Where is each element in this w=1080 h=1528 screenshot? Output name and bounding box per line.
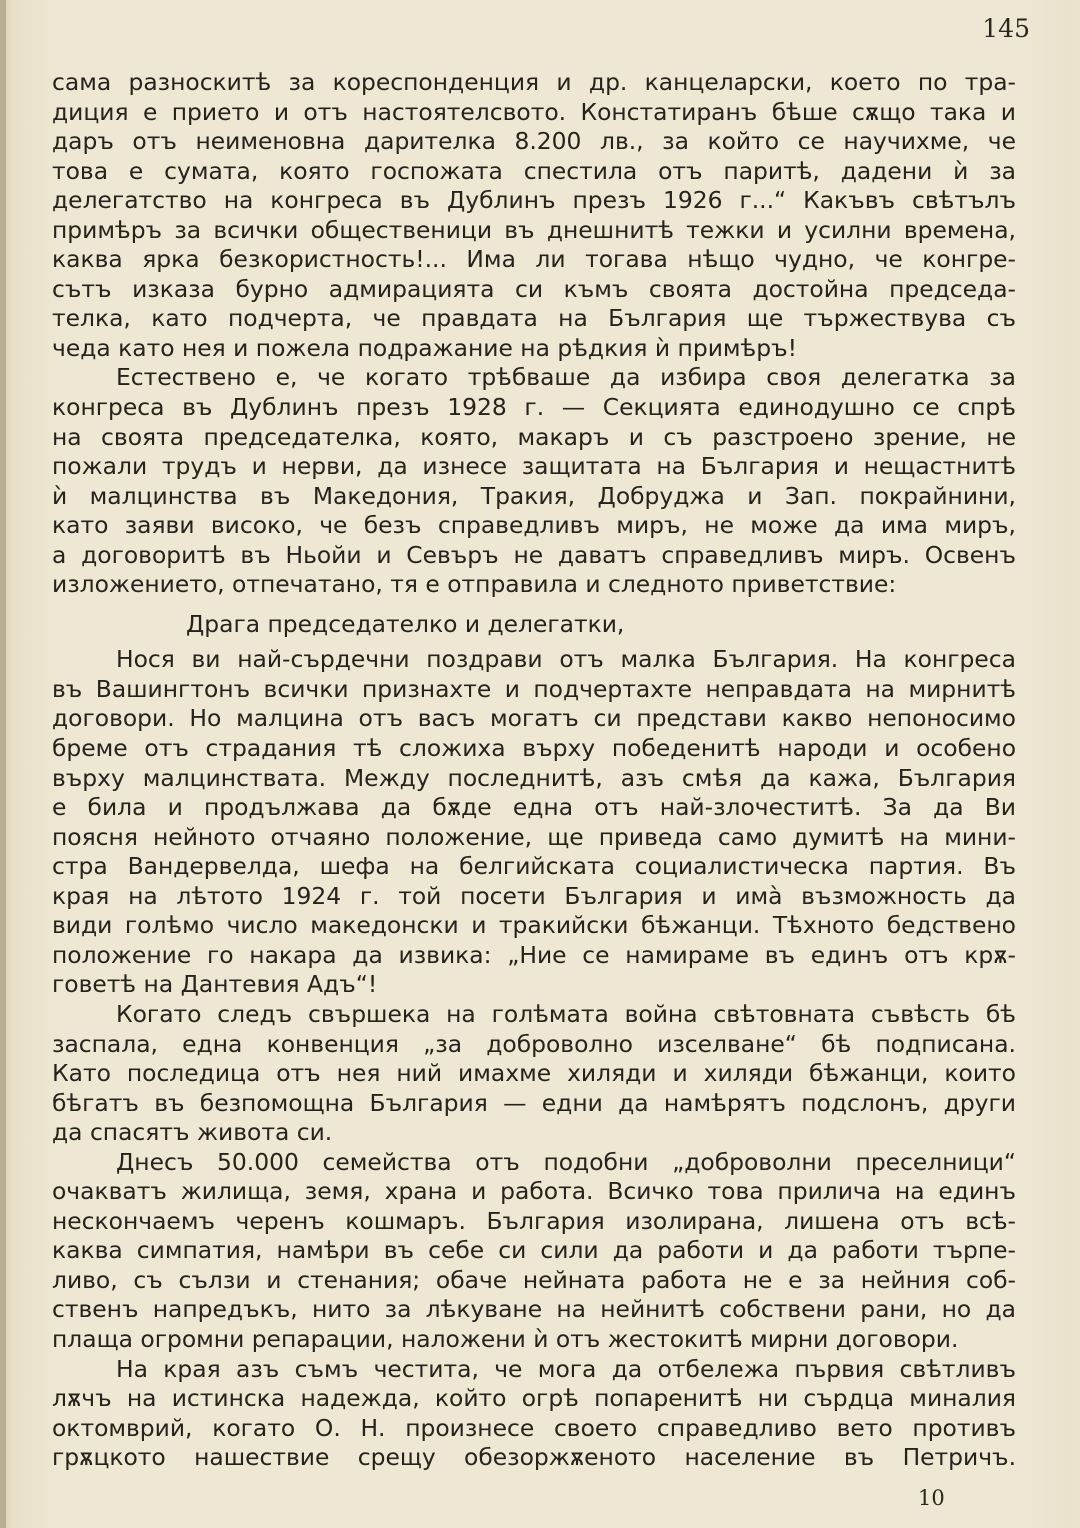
text-line: да спасятъ живота си.	[52, 1118, 333, 1147]
page-gutter	[0, 0, 6, 1528]
text-line: изложението, отпечатано, тя е отправила и следното приветствие:	[52, 570, 897, 599]
text-line: края на лѣтото 1924 г. той посети България и имà възможность да	[52, 881, 1016, 910]
text-line: пожали трудъ и нерви, да изнесе защитата на България и нещастнитѣ	[52, 452, 1016, 481]
text-line: Като последица отъ нея ний имахме хиляди и хиляди бѣжанци, които	[52, 1059, 1016, 1088]
text-line: бреме отъ страдания тѣ сложиха върху победенитѣ народи и особено	[52, 734, 1016, 763]
text-line: договори. Но малцина отъ васъ могатъ си представи какво непоносимо	[52, 704, 1016, 733]
body-text	[52, 68, 1016, 1473]
text-line: това е сумата, която госпожата спестила отъ паритѣ, дадени ѝ за	[52, 156, 1016, 185]
text-line: Днесъ 50.000 семейства отъ подобни „доброволни преселници“	[116, 1147, 1016, 1176]
text-line: поясня нейното отчаяно положение, ще приведа само думитѣ на мини-	[52, 822, 1016, 851]
text-line: положение го накара да извика: „Ние се намираме въ единъ отъ крѫ-	[52, 940, 1016, 969]
text-line: На края азъ съмъ честита, че мога да отбележа първия свѣтливъ	[116, 1354, 1016, 1383]
text-line: плаща огромни репарации, наложени ѝ отъ жестокитѣ мирни договори.	[52, 1324, 959, 1353]
text-line: каква симпатия, намѣри въ себе си сили да работи и да работи търпе-	[52, 1236, 1016, 1265]
text-line: нескончаемъ черенъ кошмаръ. България изолирана, лишена отъ всѣ-	[52, 1206, 1016, 1235]
text-line: стра Вандервелда, шефа на белгийската социалистическа партия. Въ	[52, 852, 1016, 881]
signature-mark: 10	[918, 1486, 945, 1510]
text-line: диция е прието и отъ настоятелсвото. Констатиранъ бѣше сѫщо така и	[52, 97, 1016, 126]
text-line: сътъ изказа бурно адмирацията си къмъ своята достойна председа-	[52, 274, 1016, 303]
text-line: Нося ви най-сърдечни поздрави отъ малка България. На конгреса	[116, 645, 1016, 674]
text-line: е била и продължава да бѫде една отъ най-злочеститѣ. За да Ви	[52, 793, 1016, 822]
text-line: грѫцкото нашествие срещу обезоржѫеното население въ Петричъ.	[52, 1443, 1016, 1472]
text-line: сама разноскитѣ за кореспонденция и др. канцеларски, което по тра-	[52, 68, 1016, 96]
text-line: делегатство на конгреса въ Дублинъ презъ 1926 г...“ Какъвъ свѣтълъ	[52, 186, 1016, 215]
text-line: види голѣмо число македонски и тракийски бѣжанци. Тѣхното бедствено	[52, 911, 1016, 940]
text-line: лѫчъ на истинска надежда, който огрѣ попаренитѣ ни сърдца миналия	[52, 1384, 1016, 1413]
text-line: като заяви високо, че безъ справедливъ миръ, не може да има миръ,	[52, 511, 1016, 540]
text-line: телка, като подчерта, че правдата на България ще тържествува съ	[52, 304, 1016, 333]
page-number: 145	[982, 14, 1030, 43]
text-line: говетѣ на Дантевия Адъ“!	[52, 970, 378, 999]
text-line: на своята председателка, която, макаръ и съ разстроено зрение, не	[52, 422, 1016, 451]
text-line: върху малцинствата. Между последнитѣ, азъ смѣя да кажа, България	[52, 763, 1016, 792]
text-line: ственъ напредъкъ, нито за лѣкуване на нейнитѣ собствени рани, но да	[52, 1295, 1016, 1324]
text-line: октомврий, когато О. Н. произнесе своето справедливо вето противъ	[52, 1413, 1016, 1442]
text-line: въ Вашингтонъ всички признахте и подчертахте неправдата на мирнитѣ	[52, 674, 1016, 703]
text-line: примѣръ за всички общественици въ днешнитѣ тежки и усилни времена,	[52, 215, 1016, 244]
text-line: ѝ малцинства въ Македония, Тракия, Добруджа и Зап. покрайнини,	[52, 481, 1016, 510]
text-line: ливо, съ сълзи и стенания; обаче нейната работа не е за нейния соб-	[52, 1265, 1016, 1294]
text-line: Когато следъ свършека на голѣмата война свѣтовната съвѣсть бѣ	[116, 999, 1016, 1028]
text-line: бѣгатъ въ безпомощна България — едни да намѣрятъ подслонъ, други	[52, 1088, 1016, 1117]
letter-salutation: Драга председателко и делегатки,	[186, 609, 625, 638]
text-line: а договоритѣ въ Ньойи и Севъръ не даватъ справедливъ миръ. Освенъ	[52, 540, 1016, 569]
text-line: конгреса въ Дублинъ презъ 1928 г. — Секцията единодушно се спрѣ	[52, 393, 1016, 422]
text-line: каква ярка безкористность!... Има ли тогава нѣщо чудно, че конгре-	[52, 245, 1016, 274]
text-line: чеда като нея и пожела подражание на рѣдкия ѝ примѣръ!	[52, 333, 798, 362]
text-line: Естествено е, че когато трѣбваше да избира своя делегатка за	[116, 363, 1016, 392]
text-line: даръ отъ неименовна дарителка 8.200 лв., за който се научихме, че	[52, 127, 1016, 156]
text-line: заспала, една конвенция „за доброволно изселване“ бѣ подписана.	[52, 1029, 1016, 1058]
text-line: очакватъ жилища, земя, храна и работа. Всичко това прилича на единъ	[52, 1177, 1016, 1206]
